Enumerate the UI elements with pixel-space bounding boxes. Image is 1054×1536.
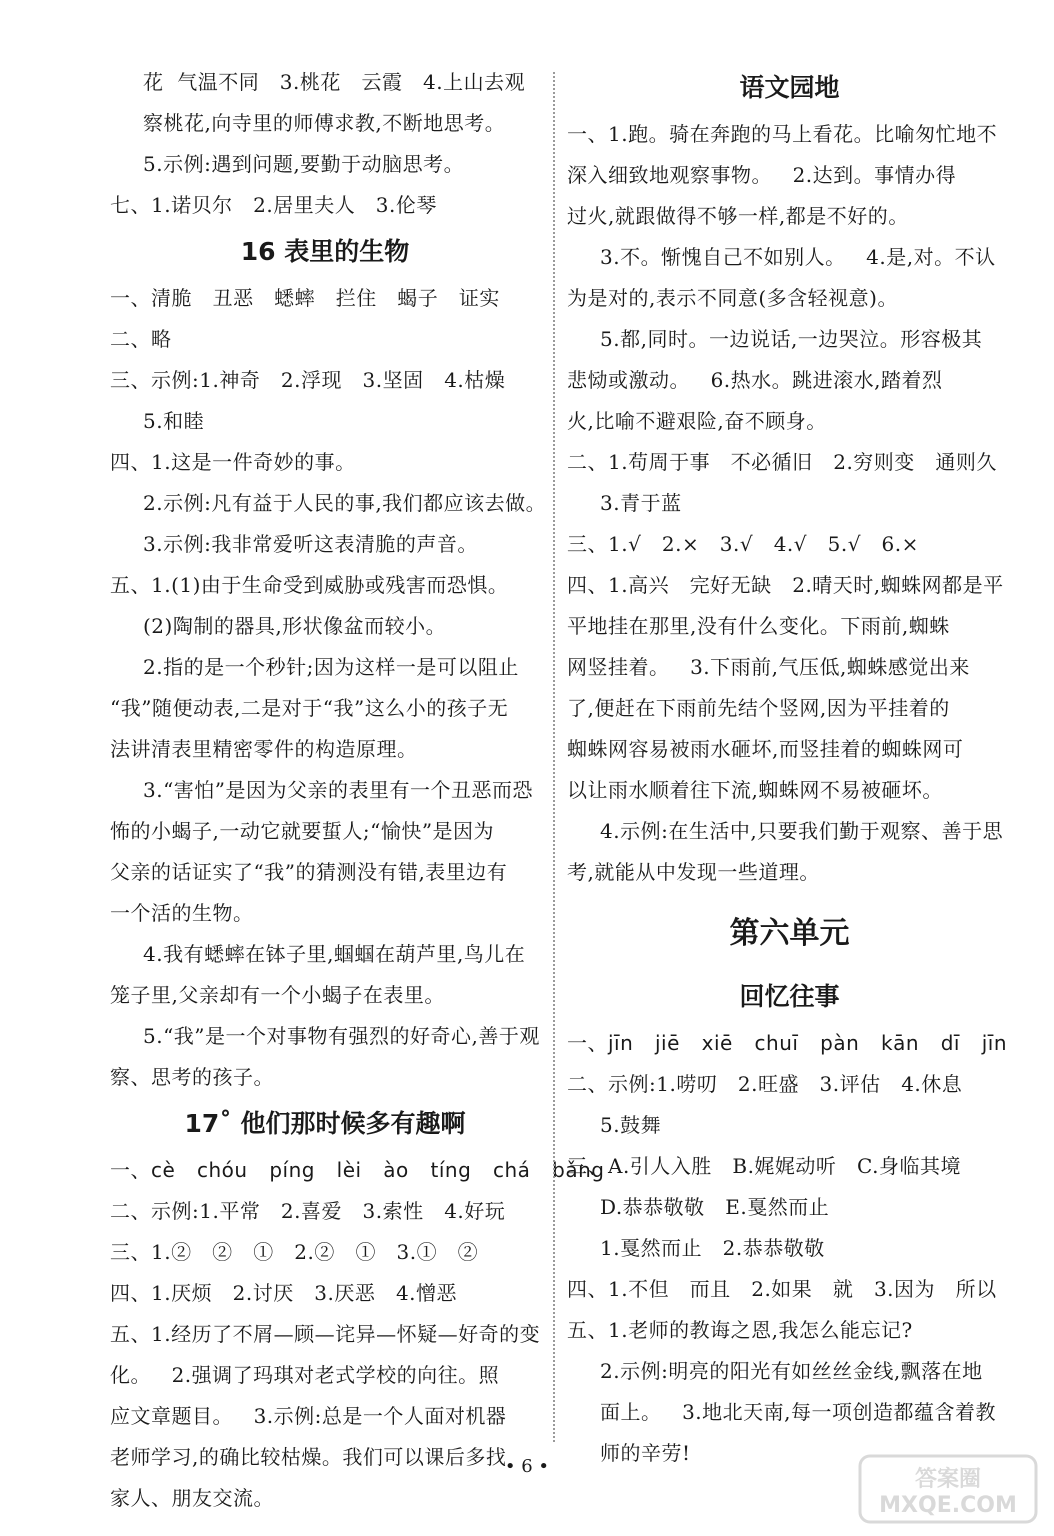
answer-line: 一、cè chóu píng lèi ào tíng chá bǎng (110, 1158, 605, 1182)
answer-line: 三、1.√ 2.× 3.√ 4.√ 5.√ 6.× (567, 532, 919, 556)
answer-line: 七、1.诺贝尔 2.居里夫人 3.伦琴 (110, 193, 437, 217)
answer-line: 为是对的,表示不同意(多含轻视意)。 (567, 286, 898, 310)
unit-heading: 第六单元 (729, 916, 850, 951)
answer-line: 4.我有蟋蟀在钵子里,蝈蝈在葫芦里,鸟儿在 (143, 942, 526, 966)
answer-line: 五、1.老师的教诲之恩,我怎么能忘记? (567, 1318, 913, 1342)
answer-line: 了,便赶在下雨前先结个竖网,因为平挂着的 (567, 696, 950, 720)
answer-line: 笼子里,父亲却有一个小蝎子在表里。 (110, 983, 445, 1007)
answer-line: 二、示例:1.唠叨 2.旺盛 3.评估 4.休息 (567, 1072, 963, 1096)
answer-line: 网竖挂着。 3.下雨前,气压低,蜘蛛感觉出来 (567, 655, 970, 679)
answer-line: 3.不。惭愧自己不如别人。 4.是,对。不认 (600, 245, 996, 269)
answer-line: 三、A.引人入胜 B.娓娓动听 C.身临其境 (567, 1154, 961, 1178)
answer-line: 四、1.高兴 完好无缺 2.晴天时,蜘蛛网都是平 (567, 573, 1004, 597)
answer-line: 3.“害怕”是因为父亲的表里有一个丑恶而恐 (143, 778, 534, 802)
answer-line: 四、1.不但 而且 2.如果 就 3.因为 所以 (567, 1277, 997, 1301)
answer-line: 2.示例:凡有益于人民的事,我们都应该去做。 (143, 491, 547, 515)
answer-line: 2.指的是一个秒针;因为这样一是可以阻止 (143, 655, 519, 679)
answer-line: 深入细致地观察事物。 2.达到。事情办得 (567, 163, 957, 187)
answer-line: 面上。 3.地北天南,每一项创造都蕴含着教 (600, 1400, 997, 1424)
answer-line: “我”随便动表,二是对于“我”这么小的孩子无 (110, 696, 509, 720)
answer-line: 应文章题目。 3.示例:总是一个人面对机器 (110, 1404, 507, 1428)
answer-line: 一、清脆 丑恶 蟋蟀 拦住 蝎子 证实 (110, 286, 500, 310)
answer-line: 四、1.这是一件奇妙的事。 (110, 450, 356, 474)
watermark-logo (858, 1454, 1038, 1524)
section-title: 16 表里的生物 (240, 237, 410, 266)
answer-line: 悲恸或激动。 6.热水。跳进滚水,踏着烈 (567, 368, 943, 392)
answer-line: 以让雨水顺着往下流,蜘蛛网不易被砸坏。 (567, 778, 943, 802)
right-column (567, 62, 1012, 1474)
answer-line: D.恭恭敬敬 E.戛然而止 (600, 1195, 830, 1219)
answer-line: 1.戛然而止 2.恭恭敬敬 (600, 1236, 825, 1260)
answer-line: 火,比喻不避艰险,奋不顾身。 (567, 409, 827, 433)
answer-line: 法讲清表里精密零件的构造原理。 (110, 737, 418, 761)
answer-line: 3.示例:我非常爱听这表清脆的声音。 (143, 532, 478, 556)
answer-line: (2)陶制的器具,形状像盆而较小。 (143, 614, 447, 638)
answer-line: 察、思考的孩子。 (110, 1065, 274, 1089)
answer-line: 一个活的生物。 (110, 901, 254, 925)
section-title: 17˚ 他们那时候多有趣啊 (184, 1109, 466, 1138)
left-column (110, 62, 605, 1519)
answer-line: 5.示例:遇到问题,要勤于动脑思考。 (143, 152, 465, 176)
answer-line: 5.鼓舞 (600, 1113, 662, 1137)
answer-line: 二、1.苟周于事 不必循旧 2.穷则变 通则久 (567, 450, 997, 474)
answer-line: 3.青于蓝 (600, 491, 682, 515)
answer-line: 二、略 (110, 327, 172, 351)
page-number: • 6 • (504, 1456, 550, 1477)
answer-line: 老师学习,的确比较枯燥。我们可以课后多找 (110, 1445, 507, 1469)
answer-line: 五、1.(1)由于生命受到威胁或残害而恐惧。 (110, 573, 509, 597)
answer-line: 化。 2.强调了玛琪对老式学校的向往。照 (110, 1363, 500, 1387)
answer-line: 四、1.厌烦 2.讨厌 3.厌恶 4.憎恶 (110, 1281, 458, 1305)
answer-line: 5.都,同时。一边说话,一边哭泣。形容极其 (600, 327, 983, 351)
answer-line: 蜘蛛网容易被雨水砸坏,而竖挂着的蜘蛛网可 (567, 737, 964, 761)
column-divider (553, 72, 555, 1442)
answer-line: 平地挂在那里,没有什么变化。下雨前,蜘蛛 (567, 614, 950, 638)
answer-line: 察桃花,向寺里的师傅求教,不断地思考。 (143, 111, 506, 135)
answer-line: 2.示例:明亮的阳光有如丝丝金线,飘落在地 (600, 1359, 983, 1383)
answer-line: 三、1.② ② ① 2.② ① 3.① ② (110, 1240, 479, 1264)
answer-line: 5.和睦 (143, 409, 205, 433)
answer-line: 二、示例:1.平常 2.喜爱 3.索性 4.好玩 (110, 1199, 506, 1223)
section-title: 回忆往事 (739, 982, 840, 1011)
answer-line: 4.示例:在生活中,只要我们勤于观察、善于思 (600, 819, 1004, 843)
answer-line: 花 气温不同 3.桃花 云霞 4.上山去观 (143, 70, 526, 94)
answer-line: 考,就能从中发现一些道理。 (567, 860, 820, 884)
answer-line: 五、1.经历了不屑—顾—诧异—怀疑—好奇的变 (110, 1322, 541, 1346)
watermark-line1: 答案圈 (914, 1467, 982, 1492)
answer-line: 师的辛劳! (600, 1441, 691, 1465)
section-title: 语文园地 (739, 73, 840, 102)
answer-line: 家人、朋友交流。 (110, 1486, 274, 1510)
answer-line: 父亲的话证实了“我”的猜测没有错,表里边有 (110, 860, 508, 884)
watermark-line2: MXQE.COM (879, 1493, 1017, 1518)
answer-line: 三、示例:1.神奇 2.浮现 3.坚固 4.枯燥 (110, 368, 506, 392)
answer-line: 怖的小蝎子,一动它就要蜇人;“愉快”是因为 (110, 819, 495, 843)
answer-line: 一、1.跑。骑在奔跑的马上看花。比喻匆忙地不 (567, 122, 998, 146)
answer-line: 一、jīn jiē xiē chuī pàn kān dī jīn (567, 1031, 1007, 1055)
answer-line: 过火,就跟做得不够一样,都是不好的。 (567, 204, 909, 228)
answer-line: 5.“我”是一个对事物有强烈的好奇心,善于观 (143, 1024, 540, 1048)
